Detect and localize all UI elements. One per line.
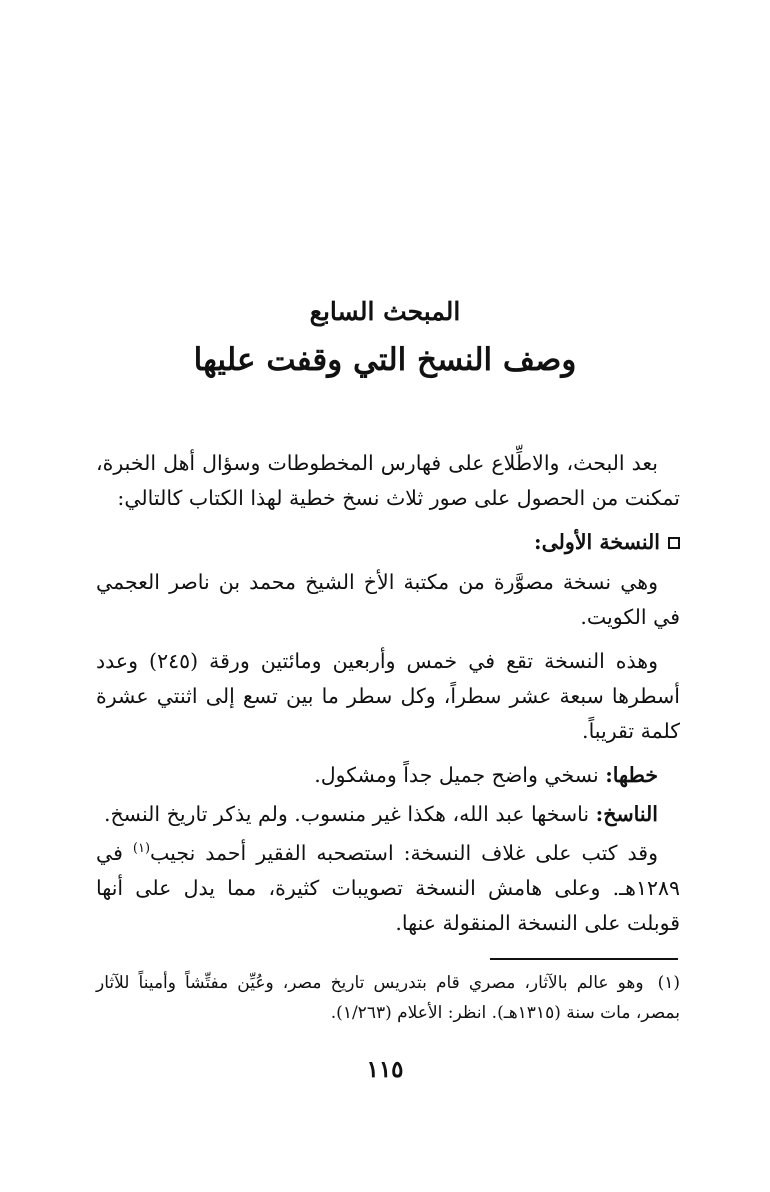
body-text <box>96 446 680 950</box>
copyist-paragraph <box>96 797 680 832</box>
copyist-text: ناسخها عبد الله، هكذا غير منسوب. ولم يذكر تاريخ النسخ. <box>103 802 590 826</box>
square-bullet-icon <box>668 537 680 549</box>
first-copy-heading <box>96 525 680 560</box>
cover-text-before: وقد كتب على غلاف النسخة: استصحبه الفقير أحمد نجيب <box>150 841 658 865</box>
footnote-reference: (١) <box>132 841 151 857</box>
section-label: المبحث السابع <box>309 297 461 326</box>
cover-text-after: في ١٢٨٩هـ. وعلى هامش النسخة تصويبات كثيرة، مما يدل على أنها قوبلت على النسخة المنقولة عنها. <box>96 841 680 935</box>
first-copy-extent-paragraph: وهذه النسخة تقع في خمس وأربعين ومائتين ورقة (٢٤٥) وعدد أسطرها سبعة عشر سطراً، وكل سطر ما بين تسع إلى اثنتي عشرة كلمة تقريباً. <box>96 649 680 743</box>
script-text: نسخي واضح جميل جداً ومشكول. <box>314 763 599 787</box>
copyist-label: الناسخ: <box>595 802 658 826</box>
script-paragraph <box>96 758 680 793</box>
footnote-divider <box>490 958 678 960</box>
footnote <box>96 968 680 1028</box>
first-copy-source-paragraph: وهي نسخة مصوَّرة من مكتبة الأخ الشيخ محمد بن ناصر العجمي في الكويت. <box>96 570 680 629</box>
intro-paragraph: بعد البحث، والاطِّلاع على فهارس المخطوطات وسؤال أهل الخبرة، تمكنت من الحصول على صور ثلاث نسخ خطية لهذا الكتاب كالتالي: <box>96 451 680 510</box>
page-number: ١١٥ <box>366 1056 404 1083</box>
cover-paragraph <box>96 836 680 941</box>
first-copy-heading-label: النسخة الأولى: <box>534 530 660 554</box>
footnote-text: وهو عالم بالآثار، مصري قام بتدريس تاريخ مصر، وعُيِّن مفتِّشاً وأميناً للآثار بمصر، مات سنة (١٣١٥هـ). انظر: الأعلام (١/٢٦٣). <box>96 973 680 1023</box>
script-label: خطها: <box>605 763 658 787</box>
heading-block <box>0 292 770 384</box>
section-title: وصف النسخ التي وقفت عليها <box>193 342 577 378</box>
footnote-marker: (١) <box>657 973 680 993</box>
